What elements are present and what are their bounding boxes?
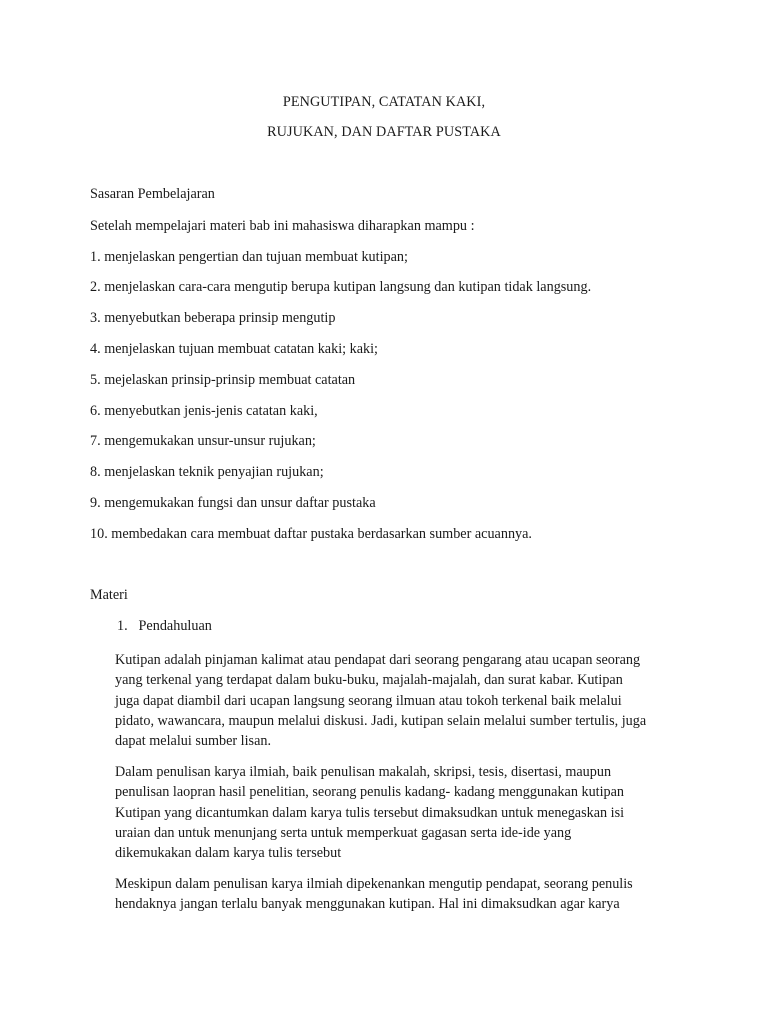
objective-item: 4. menjelaskan tujuan membuat catatan kaki; kaki; — [90, 341, 378, 357]
paragraph-line: uraian dan untuk menunjang serta untuk memperkuat gagasan serta ide-ide yang — [115, 824, 572, 841]
objective-item: 1. menjelaskan pengertian dan tujuan membuat kutipan; — [90, 249, 408, 265]
objective-item: 2. menjelaskan cara-cara mengutip berupa kutipan langsung dan kutipan tidak langsung. — [90, 279, 592, 295]
section-title: Pendahuluan — [138, 618, 212, 634]
objective-item: 9. mengemukakan fungsi dan unsur daftar pustaka — [90, 495, 376, 511]
paragraph-3 — [115, 874, 685, 915]
objective-item: 8. menjelaskan teknik penyajian rujukan; — [90, 464, 324, 480]
objectives-heading: Sasaran Pembelajaran — [90, 186, 215, 202]
paragraph-line: juga dapat diambil dari ucapan langsung seorang ilmuan atau tokoh terkenal baik melalui — [115, 692, 622, 709]
paragraph-line: pidato, wawancara, maupun melalui diskusi. Jadi, kutipan selain melalui sumber tertulis, juga — [115, 712, 647, 729]
objective-item: 6. menyebutkan jenis-jenis catatan kaki, — [90, 403, 318, 419]
material-heading: Materi — [90, 587, 128, 603]
paragraph-line: hendaknya jangan terlalu banyak menggunakan kutipan. Hal ini dimaksudkan agar karya — [115, 896, 620, 913]
paragraph-line: Dalam penulisan karya ilmiah, baik penulisan makalah, skripsi, tesis, disertasi, maupun — [115, 764, 612, 780]
document-title-line-2: RUJUKAN, DAN DAFTAR PUSTAKA — [267, 124, 501, 140]
paragraph-line: yang terkenal yang terdapat dalam buku-buku, majalah-majalah, dan surat kabar. Kutipan — [115, 672, 623, 689]
objective-item: 10. membedakan cara membuat daftar pustaka berdasarkan sumber acuannya. — [90, 526, 532, 542]
paragraph-2 — [115, 762, 685, 863]
paragraph-1 — [115, 650, 685, 751]
paragraph-line: Meskipun dalam penulisan karya ilmiah dipekenankan mengutip pendapat, seorang penulis — [115, 876, 633, 892]
paragraph-line: Kutipan adalah pinjaman kalimat atau pendapat dari seorang pengarang atau ucapan seorang — [115, 652, 641, 668]
paragraph-line: penulisan laopran hasil penelitian, seorang penulis kadang- kadang menggunakan kutipan — [115, 784, 625, 801]
objective-item: 3. menyebutkan beberapa prinsip mengutip — [90, 310, 336, 326]
section-heading — [117, 618, 212, 635]
objectives-intro: Setelah mempelajari materi bab ini mahasiswa diharapkan mampu : — [90, 218, 475, 234]
paragraph-line: Kutipan yang dicantumkan dalam karya tulis tersebut dimaksudkan untuk menegaskan isi — [115, 804, 625, 821]
paragraph-line: dikemukakan dalam karya tulis tersebut — [115, 845, 342, 862]
objective-item: 5. mejelaskan prinsip-prinsip membuat catatan — [90, 372, 356, 388]
section-number: 1. — [117, 618, 128, 634]
paragraph-line: dapat melalui sumber lisan. — [115, 733, 272, 750]
objective-item: 7. mengemukakan unsur-unsur rujukan; — [90, 433, 316, 449]
document-title-line-1: PENGUTIPAN, CATATAN KAKI, — [282, 94, 486, 110]
